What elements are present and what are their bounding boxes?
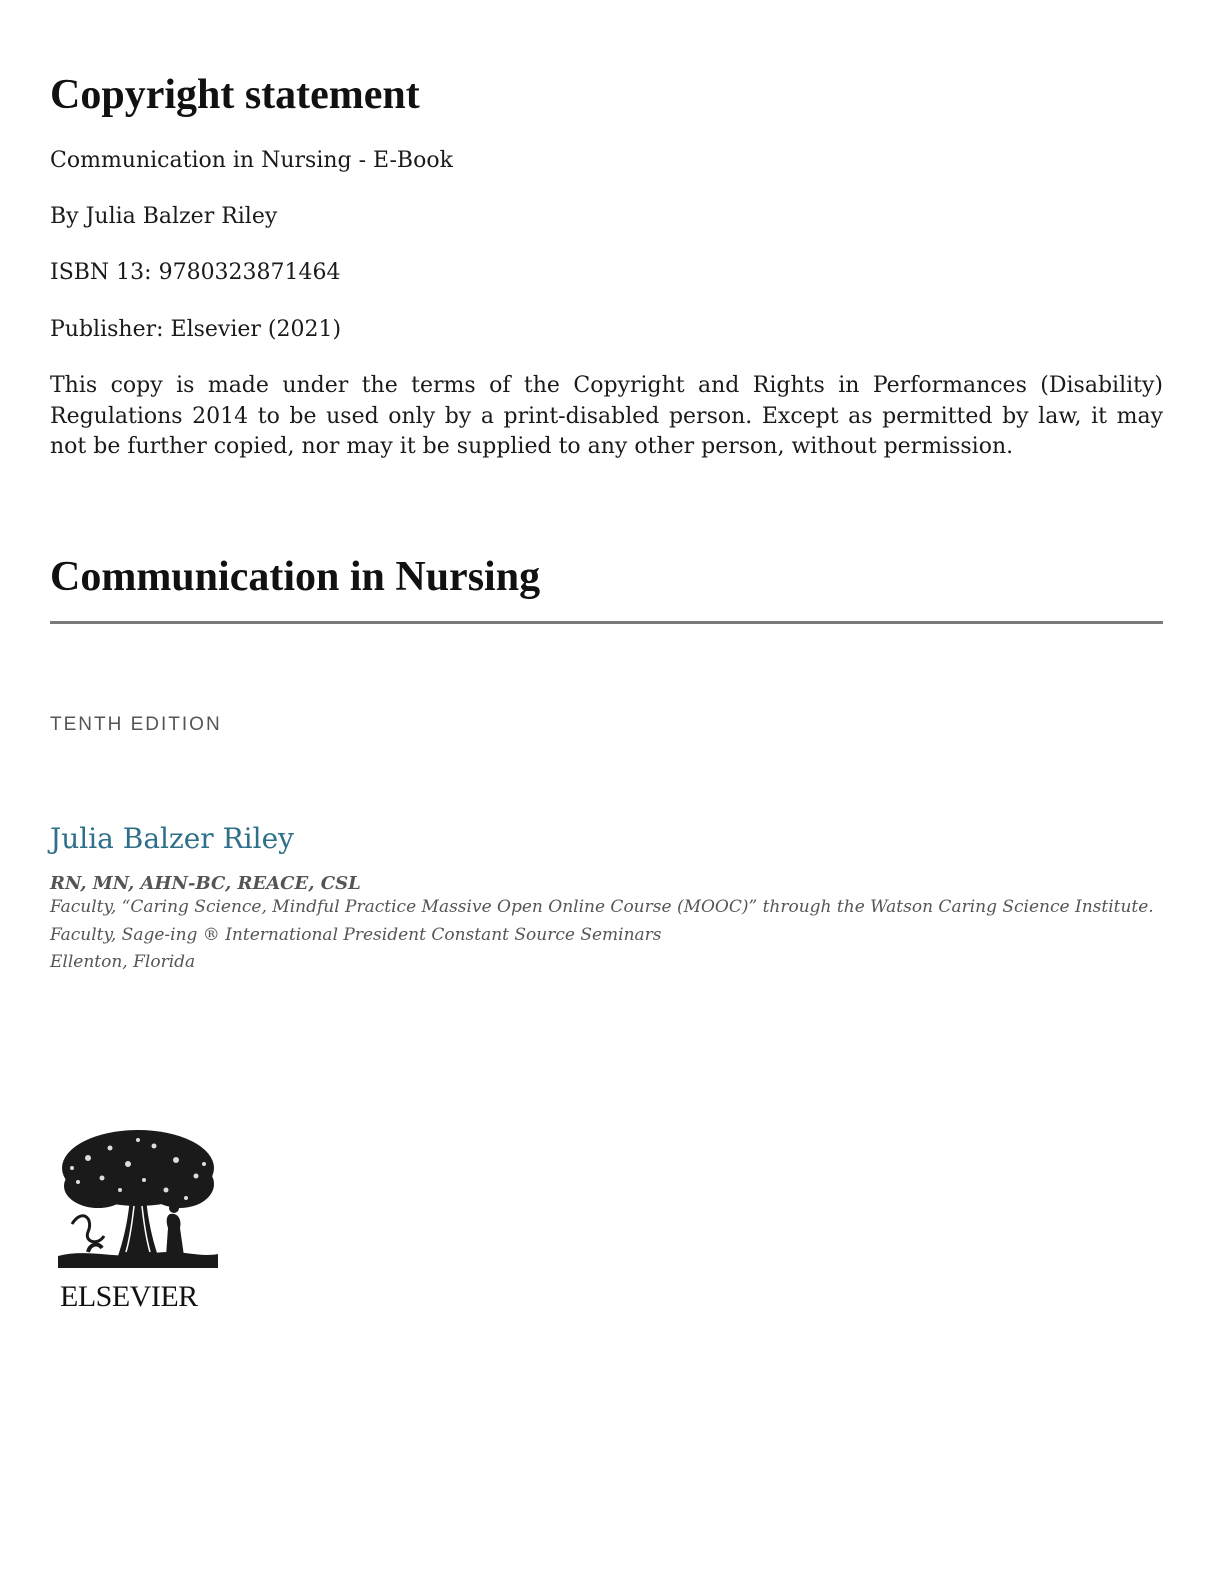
copyright-notice: This copy is made under the terms of the Copyright and Rights in Performances (Disability) Regulations 2014 to be used only by a print-disabled person. Except as permitted by law, it may not be further copied, nor may it be supplied to any other person, without permission.	[50, 373, 1163, 459]
author-name: Julia Balzer Riley	[50, 822, 294, 855]
publisher-line: Publisher: Elsevier (2021)	[50, 317, 342, 342]
copyright-heading: Copyright statement	[50, 72, 420, 118]
title-divider	[50, 621, 1163, 624]
affiliation-line: Ellenton, Florida	[50, 952, 196, 972]
elsevier-tree-icon	[58, 1128, 218, 1274]
author-affiliations	[50, 894, 1154, 977]
affiliation-line: Faculty, Sage-ing ® International President Constant Source Seminars	[50, 924, 662, 945]
book-title-heading: Communication in Nursing	[50, 554, 541, 600]
edition-label: TENTH EDITION	[50, 714, 222, 735]
author-credentials: RN, MN, AHN-BC, REACE, CSL	[50, 873, 361, 894]
book-title-line: Communication in Nursing - E-Book	[50, 148, 453, 173]
affiliation-line: Faculty, “Caring Science, Mindful Practice Massive Open Online Course (MOOC)” through the Watson Caring Science Institute.	[50, 897, 1154, 917]
isbn-line: ISBN 13: 9780323871464	[50, 260, 341, 285]
byline: By Julia Balzer Riley	[50, 204, 278, 229]
elsevier-wordmark: ELSEVIER	[60, 1280, 198, 1313]
elsevier-logo	[58, 1128, 228, 1314]
